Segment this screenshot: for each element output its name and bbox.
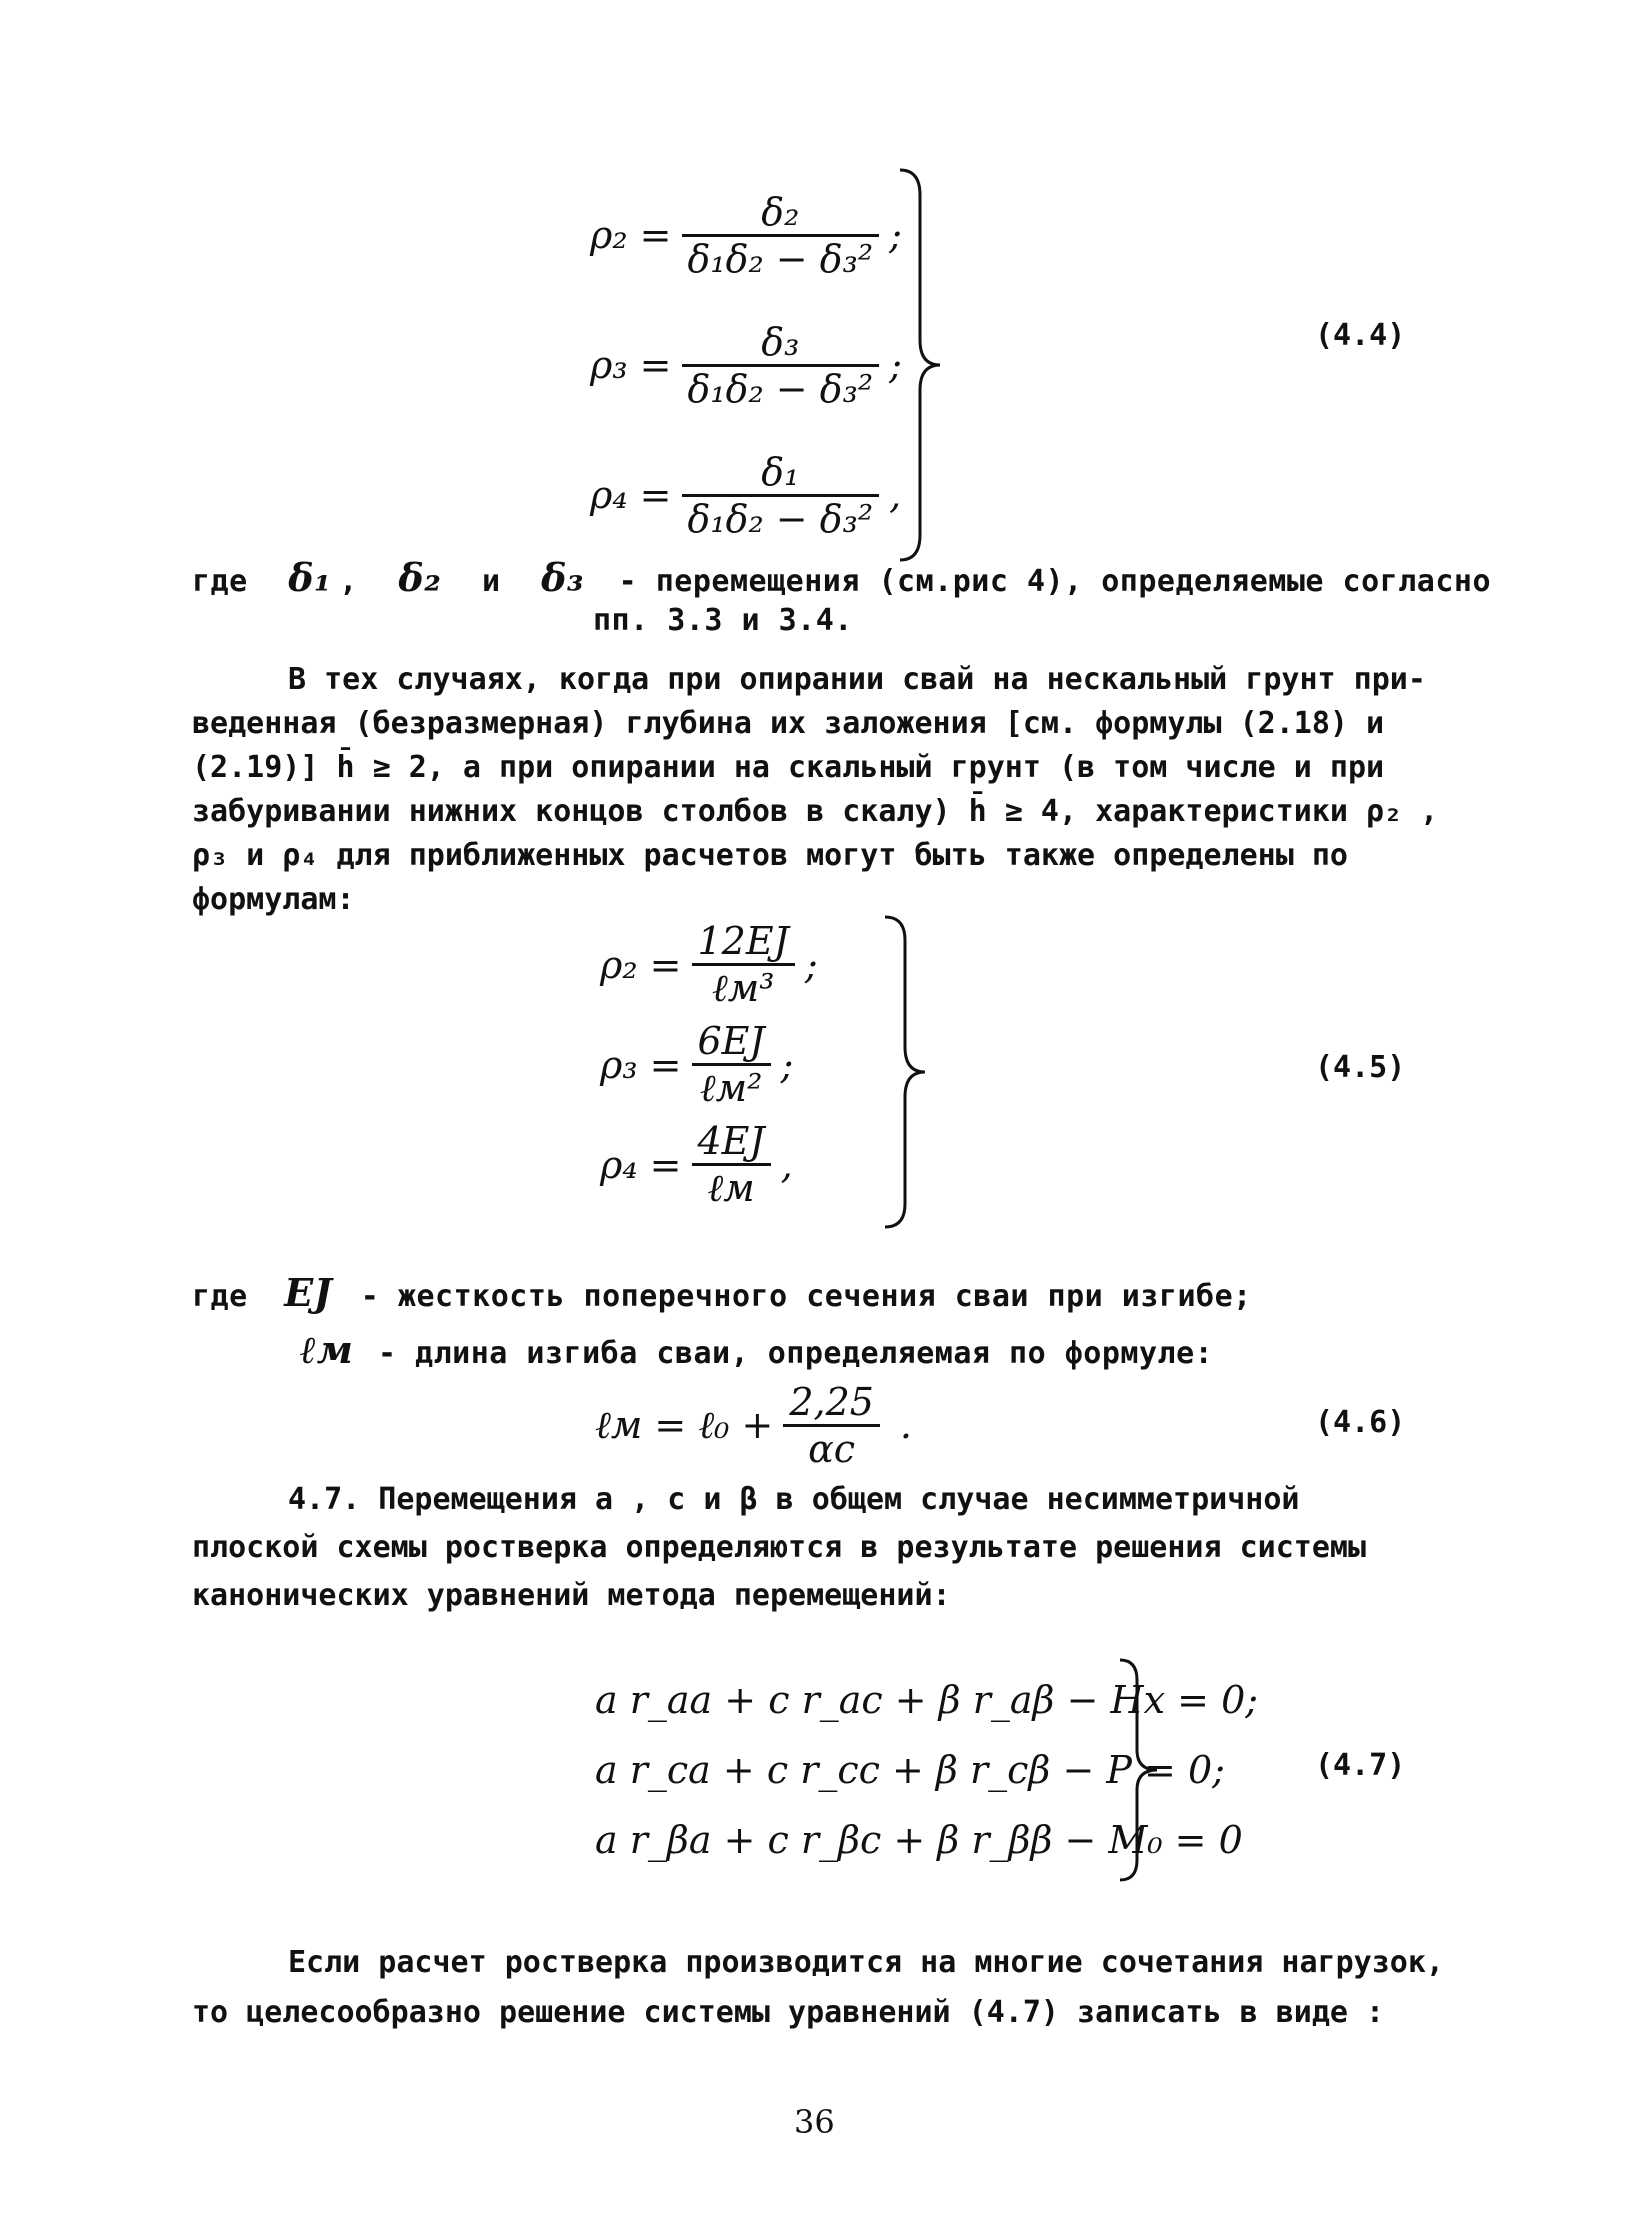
numerator: δ₃ bbox=[761, 319, 800, 364]
eq-4-4-number: (4.4) bbox=[1315, 318, 1406, 353]
eq-trail: ; bbox=[889, 343, 902, 387]
paragraph-line: забуривании нижних концов столбов в скалу) h̄ ≥ 4, характеристики ρ₂ , bbox=[192, 794, 1439, 829]
right-brace-icon bbox=[895, 165, 945, 565]
denominator: ℓм bbox=[692, 1163, 771, 1211]
denominator: ℓм³ bbox=[692, 963, 795, 1011]
where-line-3 bbox=[300, 1327, 1213, 1373]
eq-lhs: ρ₄ = bbox=[590, 473, 672, 517]
eq-trail: ; bbox=[780, 1043, 794, 1087]
eq-4-5-row-2 bbox=[600, 1015, 900, 1115]
paragraph-2 bbox=[192, 1476, 1366, 1620]
eq-trail: , bbox=[780, 1143, 793, 1187]
eq-trail: ; bbox=[804, 943, 818, 987]
eq-4-5-row-1 bbox=[600, 915, 900, 1015]
numerator: 4EJ bbox=[697, 1119, 765, 1163]
fraction bbox=[682, 320, 880, 411]
eq-4-5-row-3 bbox=[600, 1115, 900, 1215]
symbol-lm: ℓм bbox=[300, 1327, 354, 1372]
fraction bbox=[692, 1019, 771, 1111]
eq-trail: . bbox=[899, 1403, 913, 1447]
numerator: δ₁ bbox=[761, 449, 800, 494]
eq-4-7-row-3: a r_βa + c r_βc + β r_ββ − M₀ = 0 bbox=[595, 1818, 1243, 1862]
denominator: δ₁δ₂ − δ₃² bbox=[682, 494, 880, 541]
paragraph-line: В тех случаях, когда при опирании свай на нескальный грунт при- bbox=[288, 662, 1426, 697]
paragraph-1 bbox=[192, 658, 1438, 922]
symbol-ej: EJ bbox=[284, 1270, 333, 1315]
right-brace-icon bbox=[880, 912, 930, 1232]
paragraph-line: плоской схемы ростверка определяются в результате решения системы bbox=[192, 1530, 1366, 1565]
paragraph-line: (2.19)] h̄ ≥ 2, а при опирании на скальный грунт (в том числе и при bbox=[192, 750, 1385, 785]
eq-4-6-number: (4.6) bbox=[1315, 1405, 1406, 1440]
eq-4-5-block bbox=[600, 915, 900, 1215]
eq-lhs: ρ₃ = bbox=[590, 343, 672, 387]
symbol-delta-3: δ₃ bbox=[541, 555, 585, 600]
denominator: δ₁δ₂ − δ₃² bbox=[682, 234, 880, 281]
eq-4-6 bbox=[595, 1370, 912, 1480]
where-prefix: где bbox=[192, 564, 248, 599]
symbol-delta-2: δ₂ bbox=[398, 555, 442, 600]
paragraph-line: ρ₃ и ρ₄ для приближенных расчетов могут быть также определены по bbox=[192, 838, 1348, 873]
paragraph-line: веденная (безразмерная) глубина их заложения [см. формулы (2.18) и bbox=[192, 706, 1385, 741]
paragraph-3 bbox=[192, 1938, 1444, 2038]
fraction bbox=[692, 1119, 771, 1211]
conjunction-and: и bbox=[481, 564, 501, 599]
eq-4-4-row-1 bbox=[590, 170, 902, 300]
eq-4-4-row-2 bbox=[590, 300, 902, 430]
where-line-1b: пп. 3.3 и 3.4. bbox=[593, 603, 853, 638]
eq-4-5-number: (4.5) bbox=[1315, 1050, 1406, 1085]
where-line-2 bbox=[192, 1270, 1252, 1315]
fraction bbox=[682, 190, 880, 281]
numerator: δ₂ bbox=[761, 189, 800, 234]
paragraph-line: 4.7. Перемещения a , c и β в общем случае несимметричной bbox=[288, 1482, 1300, 1517]
separator-comma: , bbox=[339, 564, 358, 599]
eq-lhs: ρ₃ = bbox=[600, 1043, 682, 1087]
fraction bbox=[783, 1380, 880, 1471]
eq-trail: , bbox=[889, 473, 902, 517]
eq-4-7-row-1: a r_aa + c r_ac + β r_aβ − Hx = 0; bbox=[595, 1678, 1259, 1722]
where-text: - длина изгиба сваи, определяемая по формуле: bbox=[377, 1336, 1214, 1371]
numerator: 2,25 bbox=[789, 1379, 874, 1424]
eq-lhs: ρ₄ = bbox=[600, 1143, 682, 1187]
where-prefix: где bbox=[192, 1279, 248, 1314]
eq-lhs: ℓм = ℓ₀ + bbox=[595, 1402, 774, 1447]
symbol-delta-1: δ₁ bbox=[288, 555, 332, 600]
eq-4-4-block bbox=[590, 170, 902, 560]
numerator: 12EJ bbox=[697, 919, 789, 963]
paragraph-line: Если расчет ростверка производится на многие сочетания нагрузок, bbox=[288, 1945, 1444, 1980]
numerator: 6EJ bbox=[697, 1019, 765, 1063]
eq-lhs: ρ₂ = bbox=[600, 943, 682, 987]
right-brace-icon bbox=[1115, 1655, 1165, 1885]
where-line-1 bbox=[192, 555, 1491, 600]
paragraph-line: канонических уравнений метода перемещений: bbox=[192, 1578, 951, 1613]
page-number: 36 bbox=[794, 2103, 835, 2141]
paragraph-line: то целесообразно решение системы уравнений (4.7) записать в виде : bbox=[192, 1995, 1385, 2030]
eq-4-7-row-2: a r_ca + c r_cc + β r_cβ − P = 0; bbox=[595, 1748, 1225, 1792]
denominator: αc bbox=[783, 1424, 880, 1471]
where-text: - жесткость поперечного сечения сваи при изгибе; bbox=[360, 1279, 1252, 1314]
denominator: ℓм² bbox=[692, 1063, 771, 1111]
eq-4-7-number: (4.7) bbox=[1315, 1748, 1406, 1783]
where-text: - перемещения (см.рис 4), определяемые согласно bbox=[618, 564, 1492, 599]
fraction bbox=[682, 450, 880, 541]
eq-trail: ; bbox=[889, 213, 902, 257]
eq-lhs: ρ₂ = bbox=[590, 213, 672, 257]
fraction bbox=[692, 919, 795, 1011]
paragraph-line: формулам: bbox=[192, 882, 355, 917]
eq-4-4-row-3 bbox=[590, 430, 902, 560]
denominator: δ₁δ₂ − δ₃² bbox=[682, 364, 880, 411]
